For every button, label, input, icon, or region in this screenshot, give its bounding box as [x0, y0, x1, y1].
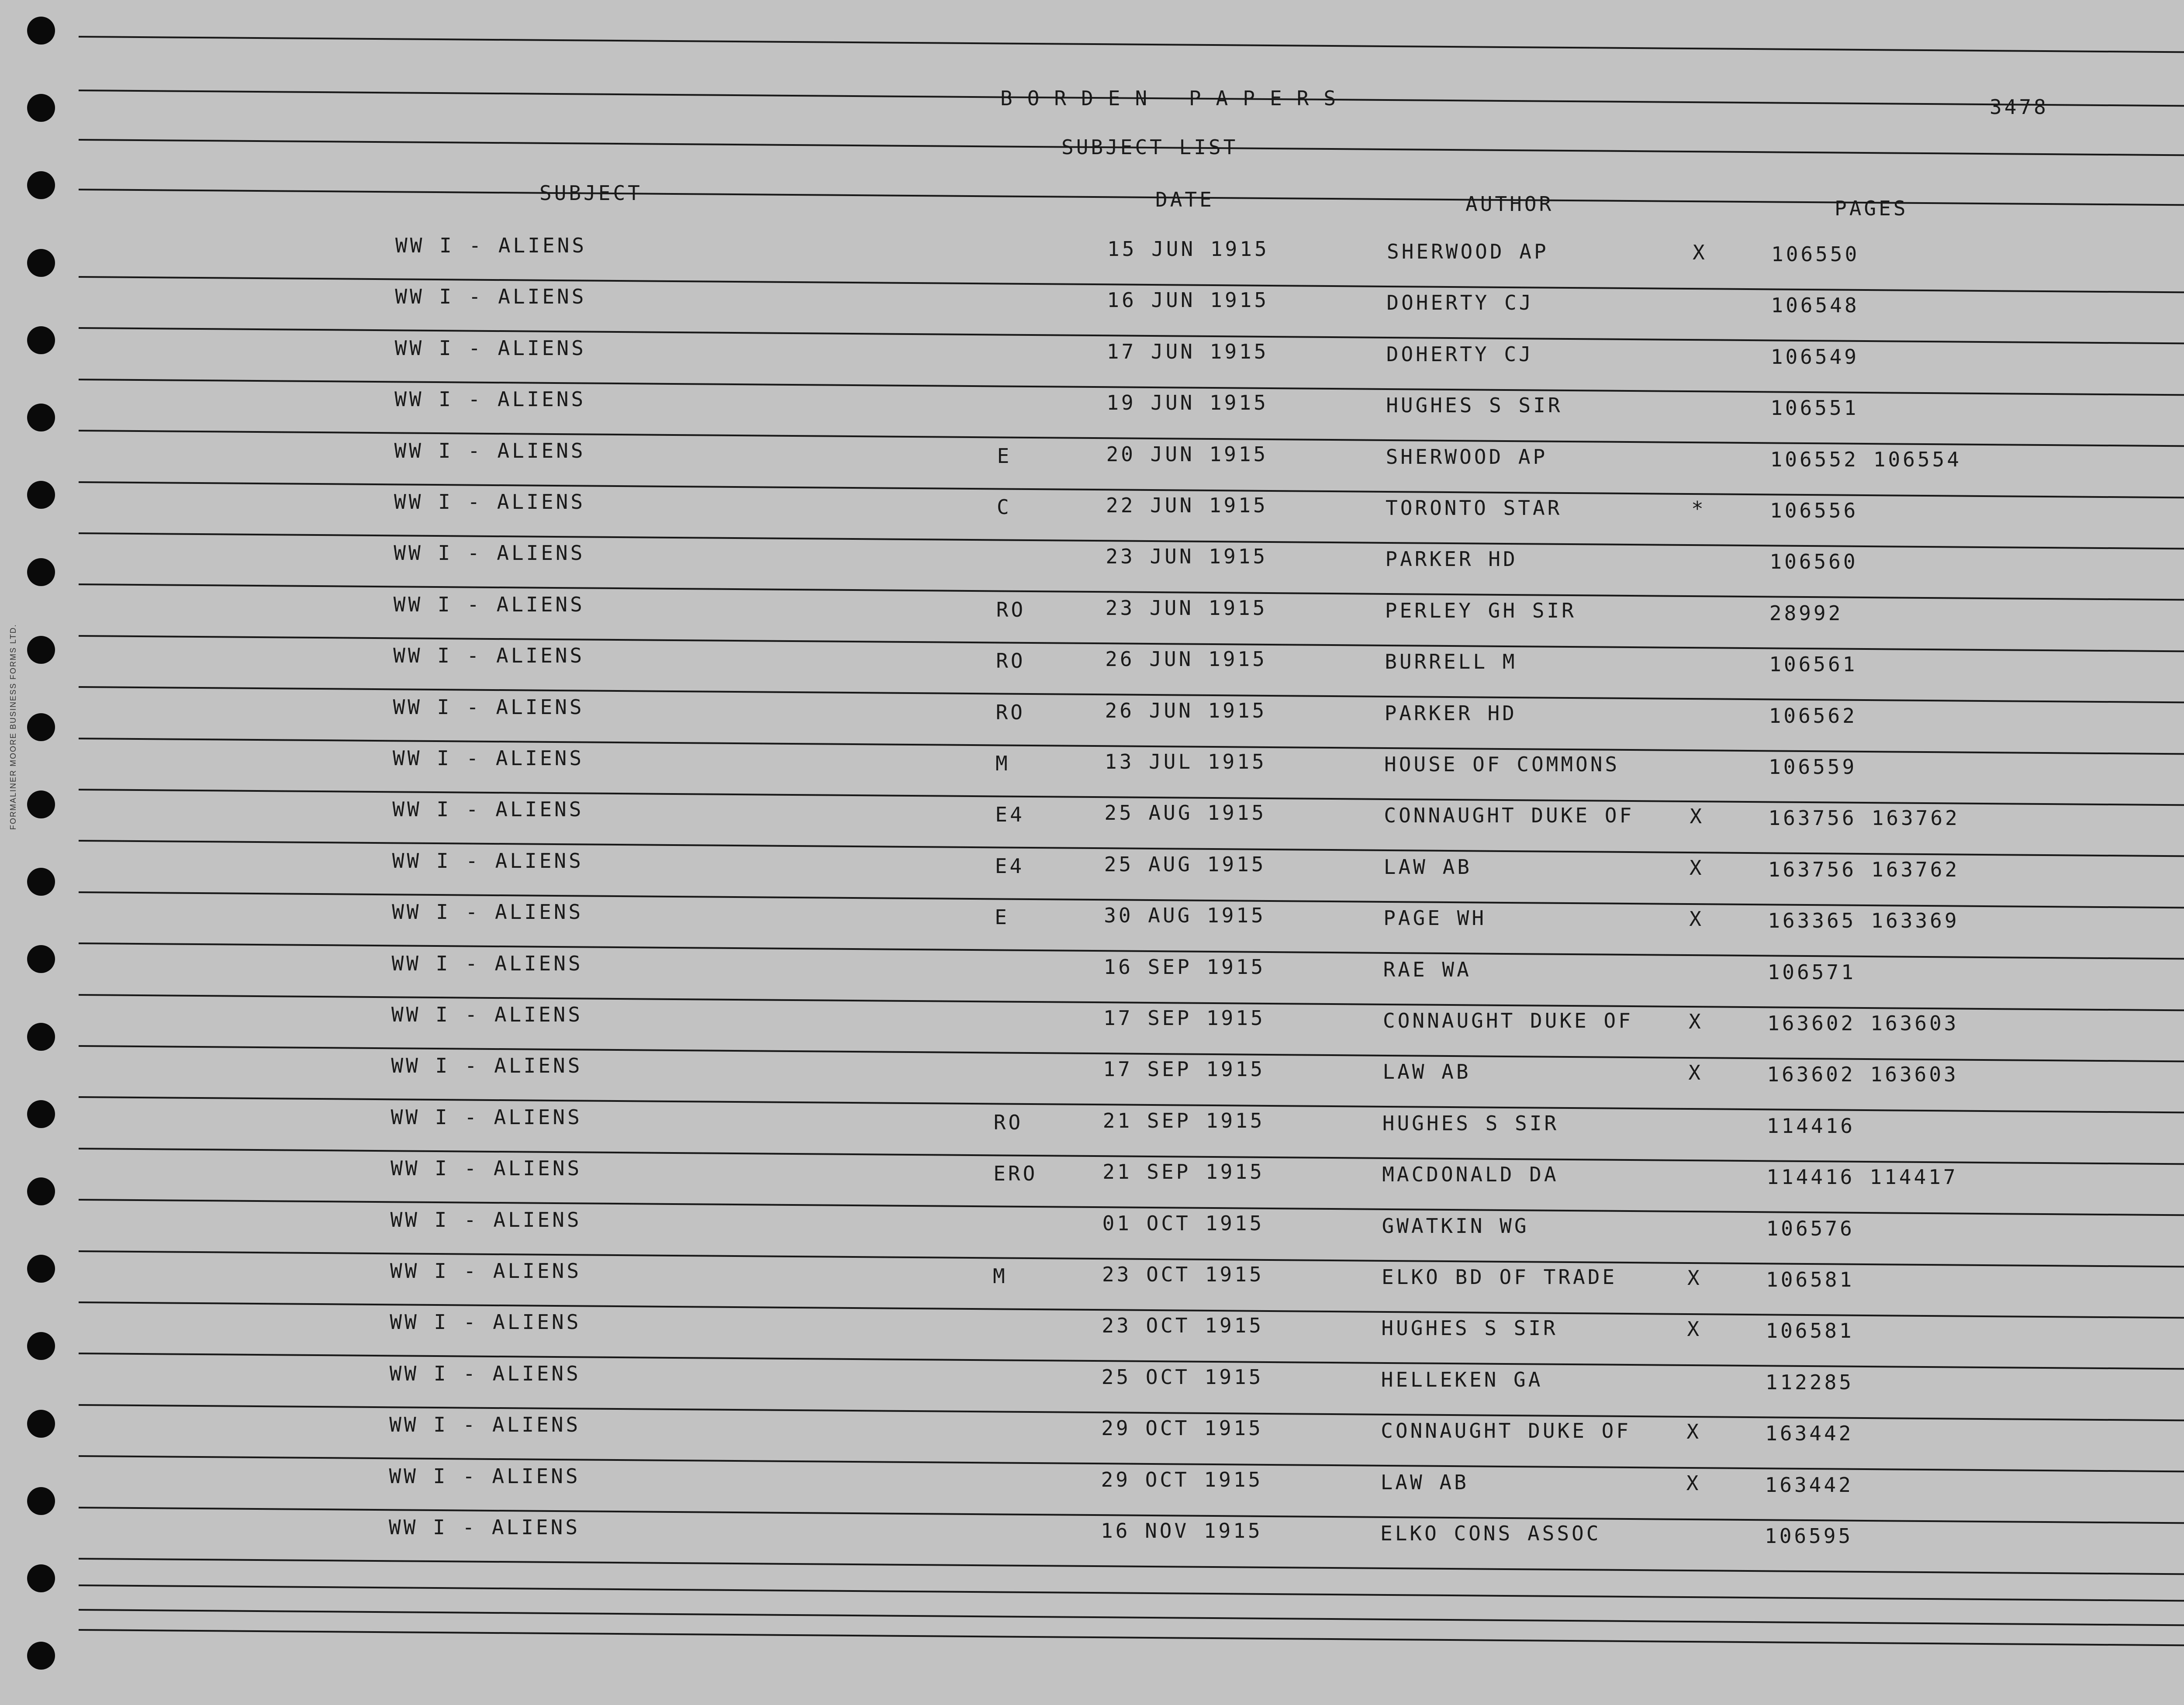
page-number-value: 163442: [1765, 1473, 1853, 1497]
ruled-line: [79, 36, 2184, 53]
code-cell: RO: [996, 649, 1026, 673]
code-cell: RO: [993, 1111, 1023, 1134]
page-number-value: 114417: [1870, 1165, 1958, 1189]
mark-cell: X: [1690, 804, 1705, 828]
subject-cell: WW I - ALIENS: [389, 1515, 581, 1539]
date-cell: 26 JUN 1915: [1105, 647, 1267, 671]
subject-cell: WW I - ALIENS: [389, 1413, 581, 1436]
author-cell: HUGHES S SIR: [1381, 1316, 1558, 1340]
date-cell: 30 AUG 1915: [1104, 904, 1266, 927]
author-cell: ELKO CONS ASSOC: [1380, 1522, 1601, 1545]
feed-hole: [27, 636, 55, 664]
pages-cell: [1767, 1063, 1973, 1086]
pages-cell: [1768, 806, 1974, 830]
pages-cell: [1766, 1165, 1973, 1189]
feed-hole: [27, 1410, 55, 1438]
author-cell: CONNAUGHT DUKE OF: [1383, 1009, 1633, 1032]
author-cell: HOUSE OF COMMONS: [1384, 752, 1620, 776]
subject-cell: WW I - ALIENS: [392, 849, 584, 873]
page-number-value: 163756: [1768, 858, 1856, 881]
subject-cell: WW I - ALIENS: [393, 746, 584, 770]
pages-cell: [1767, 1114, 1870, 1138]
author-cell: PARKER HD: [1384, 701, 1517, 725]
page-number-value: 163603: [1870, 1063, 1959, 1086]
subject-cell: WW I - ALIENS: [391, 1003, 583, 1026]
page-number-value: 163762: [1871, 858, 1960, 881]
page-number-value: 106581: [1766, 1319, 1854, 1343]
author-cell: GWATKIN WG: [1382, 1214, 1529, 1238]
document-title: BORDEN PAPERS: [1000, 86, 1351, 110]
page-number-value: 106556: [1770, 499, 1859, 522]
author-cell: DOHERTY CJ: [1386, 291, 1534, 314]
pages-cell: [1770, 448, 1977, 471]
page-number-value: 163365: [1768, 909, 1856, 932]
date-cell: 25 OCT 1915: [1101, 1365, 1264, 1389]
mark-cell: *: [1691, 497, 1706, 521]
page-number-value: 106559: [1769, 755, 1857, 779]
pages-cell: [1770, 396, 1873, 420]
page-number-value: 106581: [1766, 1268, 1855, 1291]
page-number-value: 106548: [1771, 293, 1859, 317]
page-number-value: 163602: [1767, 1063, 1856, 1086]
feed-hole: [27, 868, 55, 896]
subject-cell: WW I - ALIENS: [389, 1464, 581, 1488]
date-cell: 23 JUN 1915: [1105, 596, 1268, 620]
date-cell: 29 OCT 1915: [1101, 1468, 1263, 1491]
author-cell: PERLEY GH SIR: [1385, 599, 1576, 622]
author-cell: LAW AB: [1382, 1060, 1471, 1084]
feed-hole: [27, 713, 55, 741]
subject-cell: WW I - ALIENS: [392, 797, 584, 821]
subject-cell: WW I - ALIENS: [393, 593, 585, 616]
page-number-value: 106561: [1769, 652, 1858, 676]
page-number-value: 106562: [1769, 704, 1857, 728]
feed-hole: [27, 1023, 55, 1051]
page-number-value: 106571: [1767, 960, 1856, 984]
ruled-line: [79, 1629, 2184, 1646]
author-cell: SHERWOOD AP: [1386, 445, 1548, 469]
page-number-value: 106576: [1766, 1217, 1855, 1240]
feed-hole: [27, 1564, 55, 1592]
pages-cell: [1768, 858, 1974, 881]
author-cell: HUGHES S SIR: [1386, 393, 1563, 417]
page-number-value: 106550: [1771, 242, 1860, 266]
author-cell: DOHERTY CJ: [1386, 342, 1534, 366]
feed-hole: [27, 94, 55, 122]
feed-hole: [27, 171, 55, 199]
pages-cell: [1771, 345, 1874, 369]
subject-cell: WW I - ALIENS: [394, 387, 586, 411]
date-cell: 01 OCT 1915: [1102, 1211, 1265, 1235]
date-cell: 20 JUN 1915: [1106, 442, 1268, 466]
pages-cell: [1771, 242, 1874, 266]
page-number-value: 163602: [1767, 1011, 1856, 1035]
date-cell: 26 JUN 1915: [1105, 699, 1267, 722]
mark-cell: X: [1686, 1420, 1701, 1443]
author-cell: CONNAUGHT DUKE OF: [1381, 1419, 1631, 1443]
date-cell: 23 OCT 1915: [1102, 1263, 1264, 1286]
subject-cell: WW I - ALIENS: [390, 1208, 582, 1232]
feed-hole: [27, 558, 55, 586]
feed-hole: [27, 790, 55, 818]
subject-cell: WW I - ALIENS: [394, 541, 585, 565]
date-cell: 17 SEP 1915: [1103, 1006, 1265, 1030]
subject-cell: WW I - ALIENS: [390, 1156, 582, 1180]
page-number: 3478: [1990, 95, 2049, 119]
pages-cell: [1766, 1370, 1869, 1394]
ruled-line: [79, 1584, 2184, 1602]
date-cell: 13 JUL 1915: [1105, 750, 1267, 773]
page-number-value: 114416: [1766, 1114, 1855, 1138]
author-cell: SHERWOOD AP: [1387, 240, 1549, 263]
ruled-line: [79, 1609, 2184, 1626]
pages-cell: [1767, 1011, 1973, 1035]
code-cell: E4: [995, 803, 1025, 826]
code-cell: RO: [996, 598, 1026, 621]
author-cell: TORONTO STAR: [1386, 496, 1562, 520]
mark-cell: X: [1687, 1266, 1702, 1290]
pages-cell: [1771, 293, 1874, 317]
mark-cell: X: [1693, 241, 1707, 264]
pages-cell: [1769, 550, 1873, 573]
code-cell: ERO: [993, 1162, 1038, 1185]
pages-cell: [1766, 1268, 1869, 1291]
date-cell: 16 JUN 1915: [1107, 288, 1269, 312]
pages-cell: [1765, 1422, 1868, 1445]
subject-cell: WW I - ALIENS: [390, 1259, 582, 1283]
date-cell: 25 AUG 1915: [1104, 852, 1266, 876]
pages-cell: [1765, 1473, 1868, 1497]
mark-cell: X: [1689, 1010, 1704, 1033]
page-number-value: 163442: [1765, 1422, 1854, 1445]
feed-hole: [27, 1487, 55, 1515]
author-cell: LAW AB: [1383, 855, 1472, 879]
feed-hole: [27, 481, 55, 509]
date-cell: 25 AUG 1915: [1104, 801, 1267, 825]
author-cell: HELLEKEN GA: [1381, 1368, 1543, 1391]
author-cell: PARKER HD: [1385, 547, 1518, 571]
author-cell: MACDONALD DA: [1382, 1163, 1559, 1186]
subject-cell: WW I - ALIENS: [394, 490, 586, 514]
page-number-value: 112285: [1765, 1370, 1854, 1394]
feed-hole: [27, 249, 55, 277]
pages-cell: [1769, 652, 1872, 676]
feed-hole: [27, 1255, 55, 1283]
column-header-date: DATE: [1155, 188, 1214, 211]
subject-cell: WW I - ALIENS: [392, 900, 584, 924]
ruled-line: [79, 1558, 2184, 1575]
author-cell: BURRELL M: [1385, 650, 1517, 673]
mark-cell: X: [1687, 1317, 1702, 1341]
subject-cell: WW I - ALIENS: [393, 644, 585, 667]
page-number-value: 106554: [1873, 448, 1962, 471]
author-cell: RAE WA: [1383, 958, 1472, 981]
date-cell: 23 OCT 1915: [1102, 1314, 1264, 1337]
page-number-value: 106560: [1769, 550, 1858, 573]
code-cell: RO: [995, 701, 1025, 724]
date-cell: 16 SEP 1915: [1103, 955, 1266, 979]
code-cell: E4: [995, 854, 1025, 878]
page-number-value: 106549: [1770, 345, 1859, 369]
pages-cell: [1766, 1319, 1869, 1343]
code-cell: E: [995, 905, 1009, 929]
feed-hole: [27, 1100, 55, 1128]
page-number-value: 106552: [1770, 448, 1859, 471]
author-cell: CONNAUGHT DUKE OF: [1384, 804, 1635, 827]
pages-cell: [1765, 1524, 1868, 1548]
mark-cell: X: [1686, 1471, 1701, 1495]
page-number-value: 106551: [1770, 396, 1859, 420]
subject-cell: WW I - ALIENS: [393, 695, 584, 719]
list-subtitle: SUBJECT LIST: [1061, 135, 1238, 159]
subject-cell: WW I - ALIENS: [391, 952, 583, 975]
pages-cell: [1770, 499, 1873, 522]
author-cell: HUGHES S SIR: [1382, 1111, 1559, 1135]
code-cell: E: [997, 444, 1012, 468]
date-cell: 21 SEP 1915: [1102, 1109, 1265, 1132]
date-cell: 17 SEP 1915: [1103, 1057, 1265, 1081]
date-cell: 29 OCT 1915: [1101, 1416, 1263, 1440]
page-number-value: 106595: [1765, 1524, 1853, 1548]
code-cell: C: [997, 495, 1012, 519]
feed-hole: [27, 17, 55, 45]
subject-cell: WW I - ALIENS: [395, 285, 587, 308]
subject-cell: WW I - ALIENS: [391, 1054, 583, 1077]
page-number-value: 114416: [1766, 1165, 1855, 1189]
date-cell: 21 SEP 1915: [1102, 1160, 1265, 1184]
mark-cell: X: [1689, 856, 1704, 880]
feed-hole: [27, 1332, 55, 1360]
feed-hole: [27, 404, 55, 431]
date-cell: 23 JUN 1915: [1106, 545, 1268, 568]
pages-cell: [1769, 704, 1872, 728]
subject-cell: WW I - ALIENS: [390, 1310, 581, 1334]
date-cell: 17 JUN 1915: [1106, 340, 1269, 363]
pages-cell: [1769, 755, 1872, 779]
pages-cell: [1766, 1217, 1870, 1240]
pages-cell: [1769, 601, 1858, 625]
author-cell: LAW AB: [1380, 1470, 1469, 1494]
pages-cell: [1768, 960, 1871, 984]
author-cell: ELKO BD OF TRADE: [1382, 1265, 1617, 1289]
date-cell: 22 JUN 1915: [1106, 494, 1268, 517]
subject-cell: WW I - ALIENS: [390, 1105, 582, 1129]
mark-cell: X: [1688, 1061, 1704, 1084]
author-cell: PAGE WH: [1383, 906, 1487, 930]
code-cell: M: [993, 1264, 1008, 1288]
feed-hole: [27, 945, 55, 973]
page-number-value: 163603: [1870, 1011, 1959, 1035]
column-header-pages: PAGES: [1835, 197, 1908, 220]
subject-cell: WW I - ALIENS: [394, 336, 586, 360]
pages-cell: [1768, 909, 1974, 932]
page-number-value: 163762: [1871, 806, 1960, 830]
date-cell: 16 NOV 1915: [1101, 1519, 1263, 1543]
code-cell: M: [995, 752, 1010, 775]
date-cell: 15 JUN 1915: [1107, 237, 1269, 261]
subject-cell: WW I - ALIENS: [395, 234, 587, 257]
page-number-value: 163369: [1871, 909, 1959, 932]
column-header-author: AUTHOR: [1465, 192, 1554, 216]
date-cell: 19 JUN 1915: [1106, 391, 1268, 414]
feed-hole: [27, 1642, 55, 1670]
column-header-subject: SUBJECT: [539, 181, 643, 205]
page-number-value: 163756: [1768, 806, 1857, 830]
subject-cell: WW I - ALIENS: [389, 1362, 581, 1385]
mark-cell: X: [1689, 907, 1704, 931]
page-number-value: 28992: [1769, 601, 1843, 625]
feed-hole: [27, 1177, 55, 1205]
feed-hole: [27, 326, 55, 354]
subject-cell: WW I - ALIENS: [394, 439, 586, 462]
form-manufacturer-note: FORMALINER MOORE BUSINESS FORMS LTD.: [9, 624, 17, 830]
